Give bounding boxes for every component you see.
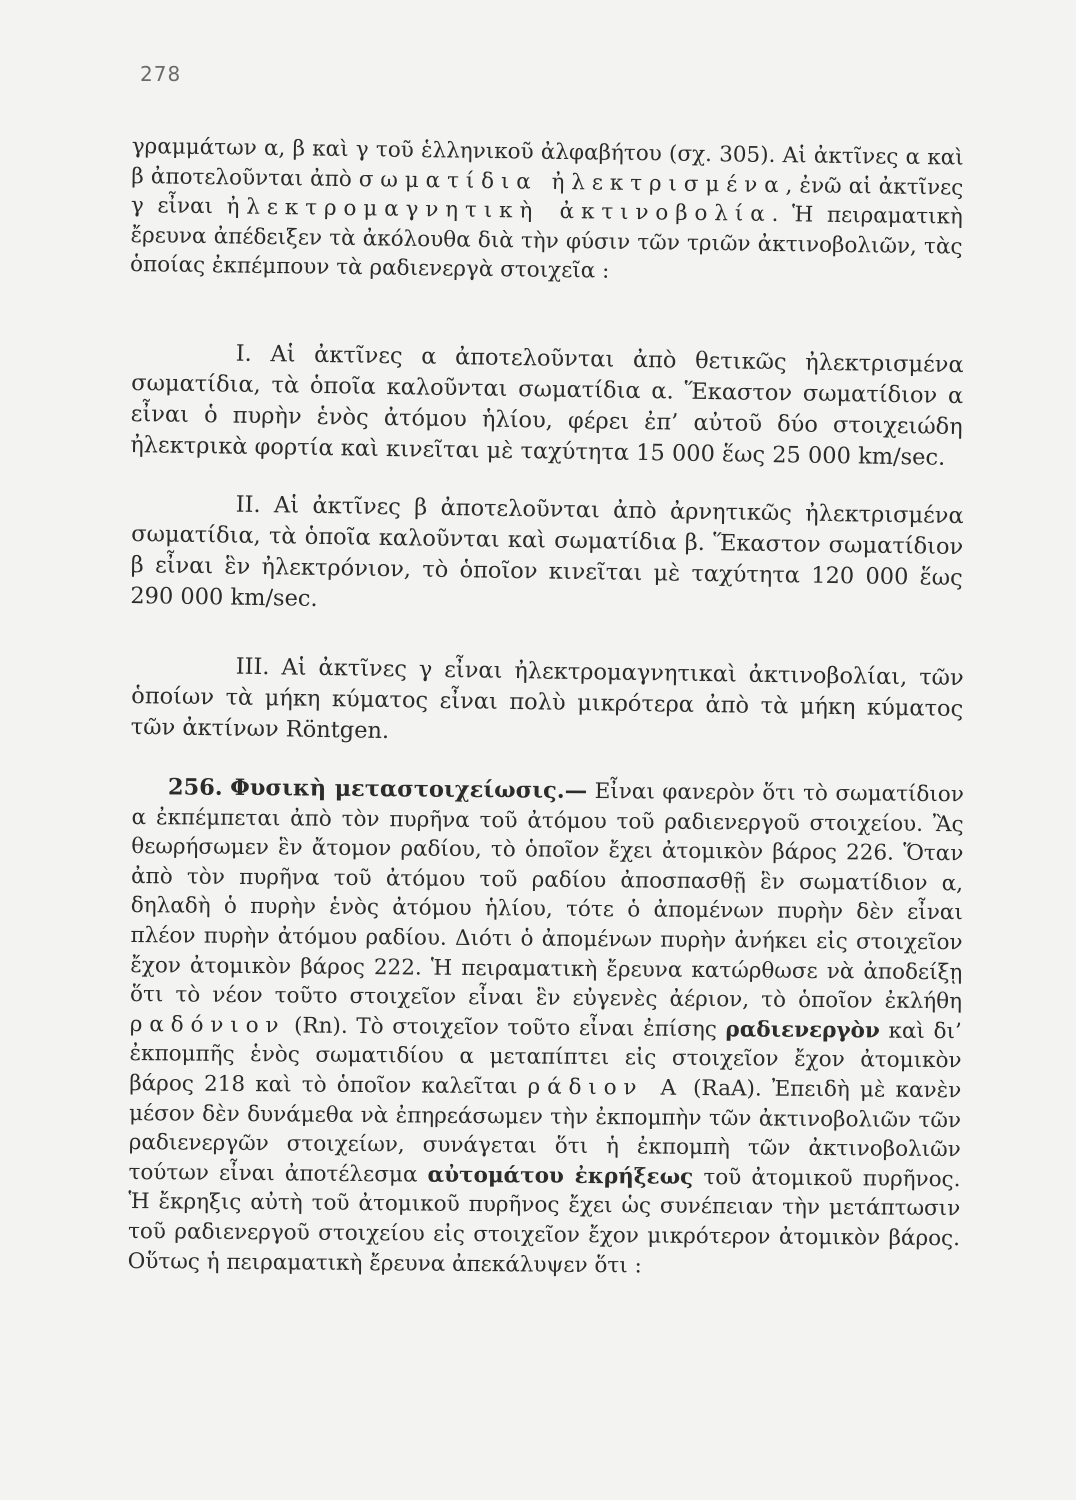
section-text-5: τοῦ ἀτομικοῦ πυρῆνος. Ἡ ἔκρηξις αὐτὴ τοῦ ἀτομικοῦ πυρῆνος ἔχει ὡς συνέπειαν τὴν μετάπτωσιν τοῦ ραδιενεργοῦ στοιχείου εἰς στοιχεῖον ἔχον μικρότερον ἀτομικὸν βάρος. Οὕτως ἡ πειραματικὴ ἔρευνα ἀπεκάλυψεν ὅτι : — [127, 1164, 961, 1278]
section-text-1: Εἶναι φανερὸν ὅτι τὸ σωματίδιον α ἐκπέμπεται ἀπὸ τὸν πυρῆνα τοῦ ἀτόμου τοῦ ραδιενεργοῦ στοιχείου. Ἂς θεωρήσωμεν ἓν ἄτομον ραδίου, τὸ ὁποῖον ἔχει ἀτομικὸν βάρος 226. Ὅταν ἀπὸ τὸν πυρῆνα τοῦ ἀτόμου τοῦ ραδίου ἀποσπασθῇ ἓν σωματίδιον α, δηλαδὴ ὁ πυρὴν ἑνὸς ἀτόμου ἡλίου, τότε ὁ ἀπομένων πυρὴν δὲν εἶναι πλέον πυρὴν ἀτόμου ραδίου. Διότι ὁ ἀπομένων πυρὴν ἀνήκει εἰς στοιχεῖον ἔχον ἀτομικὸν βάρος 222. Ἡ πειραματικὴ ἔρευνα κατώρθωσε νὰ ἀποδείξῃ ὅτι τὸ νέον τοῦτο στοιχεῖον εἶναι ἓν εὐγενὲς ἀέριον, τὸ ὁποῖον ἐκλήθη — [129, 778, 964, 1015]
section-number: 256. — [167, 774, 223, 801]
list-item-gamma: ΙΙΙ. Αἱ ἀκτῖνες γ εἶναι ἠλεκτρομαγνητικαὶ ἀκτινοβολίαι, τῶν ὁποίων τὰ μήκη κύματος εἶναι πολὺ μικρότερα ἀπὸ τὰ μήκη κύματος τῶν ἀκτίνων Röntgen. — [130, 653, 964, 745]
page-number: 278 — [140, 62, 182, 86]
intro-text-3: . Ἡ πειραματικὴ ἔρευνα ἀπέδειξεν τὰ ἀκόλουθα διὰ τὴν φύσιν τῶν τριῶν ἀκτινοβολιῶν, τὰς ὁποίας ἐκπέμπουν τὰ ραδιενεργὰ στοιχεῖα : — [129, 201, 964, 284]
section-text-3: καὶ δι’ ἐκπομπῆς ἑνὸς σωματιδίου α μεταπίπτει εἰς στοιχεῖον ἔχον ἀτομικὸν βάρος 218 καὶ τὸ ὁποῖον καλεῖται — [129, 1018, 962, 1100]
intro-paragraph — [130, 132, 964, 291]
intro-text-2: , ἐνῶ αἱ ἀκτῖνες γ εἶναι — [130, 172, 964, 220]
section-emphasis-radioactive: ραδιενεργὸν — [725, 1016, 880, 1044]
section-text-2: (Rn). Τὸ στοιχεῖον τοῦτο εἶναι ἐπίσης — [285, 1013, 726, 1042]
section-title: Φυσικὴ μεταστοιχείωσις.— — [230, 774, 588, 804]
intro-emphasis-charged-particles: σωματίδια ἠλεκτρισμένα — [358, 166, 786, 198]
intro-emphasis-em-radiation: ἠλεκτρομαγνητικὴ ἀκτινοβολία — [226, 194, 772, 227]
section-256 — [128, 773, 964, 1283]
section-emphasis-explosion: αὐτομάτου ἐκρήξεως — [427, 1162, 694, 1190]
intro-text-1: γραμμάτων α, β καὶ γ τοῦ ἑλληνικοῦ ἀλφαβήτου (σχ. 305). Αἱ ἀκτῖνες α καὶ β ἀποτελοῦνται ἀπὸ — [131, 133, 964, 192]
section-emphasis-radium-a: ράδιον Α — [527, 1074, 684, 1101]
section-text-4: (RaA). Ἐπειδὴ μὲ κανὲν μέσον δὲν δυνάμεθα νὰ ἐπηρεάσωμεν τὴν ἐκπομπὴν τῶν ἀκτινοβολιῶν τῶν ραδιενεργῶν στοιχείων, συνάγεται ὅτι ἡ ἐκπομπὴ τῶν ἀκτινοβολιῶν τούτων εἶναι ἀποτέλεσμα — [128, 1075, 962, 1188]
list-item-beta: ΙΙ. Αἱ ἀκτῖνες β ἀποτελοῦνται ἀπὸ ἀρνητικῶς ἠλεκτρισμένα σωματίδια, τὰ ὁποῖα καλοῦνται καὶ σωματίδια β. Ἕκαστον σωματίδιον β εἶναι ἓν ἠλεκτρόνιον, τὸ ὁποῖον κινεῖται μὲ ταχύτητα 120 000 ἕως 290 000 km/sec. — [130, 491, 964, 612]
list-item-alpha: Ι. Αἱ ἀκτῖνες α ἀποτελοῦνται ἀπὸ θετικῶς ἠλεκτρισμένα σωματίδια, τὰ ὁποῖα καλοῦνται σωματίδια α. Ἕκαστον σωματίδιον α εἶναι ὁ πυρὴν ἑνὸς ἀτόμου ἡλίου, φέρει ἐπ’ αὐτοῦ δύο στοιχειώδη ἠλεκτρικὰ φορτία καὶ κινεῖται μὲ ταχύτητα 15 000 ἕως 25 000 km/sec. — [130, 340, 964, 471]
section-emphasis-radon: ραδόνιον — [129, 1011, 286, 1039]
